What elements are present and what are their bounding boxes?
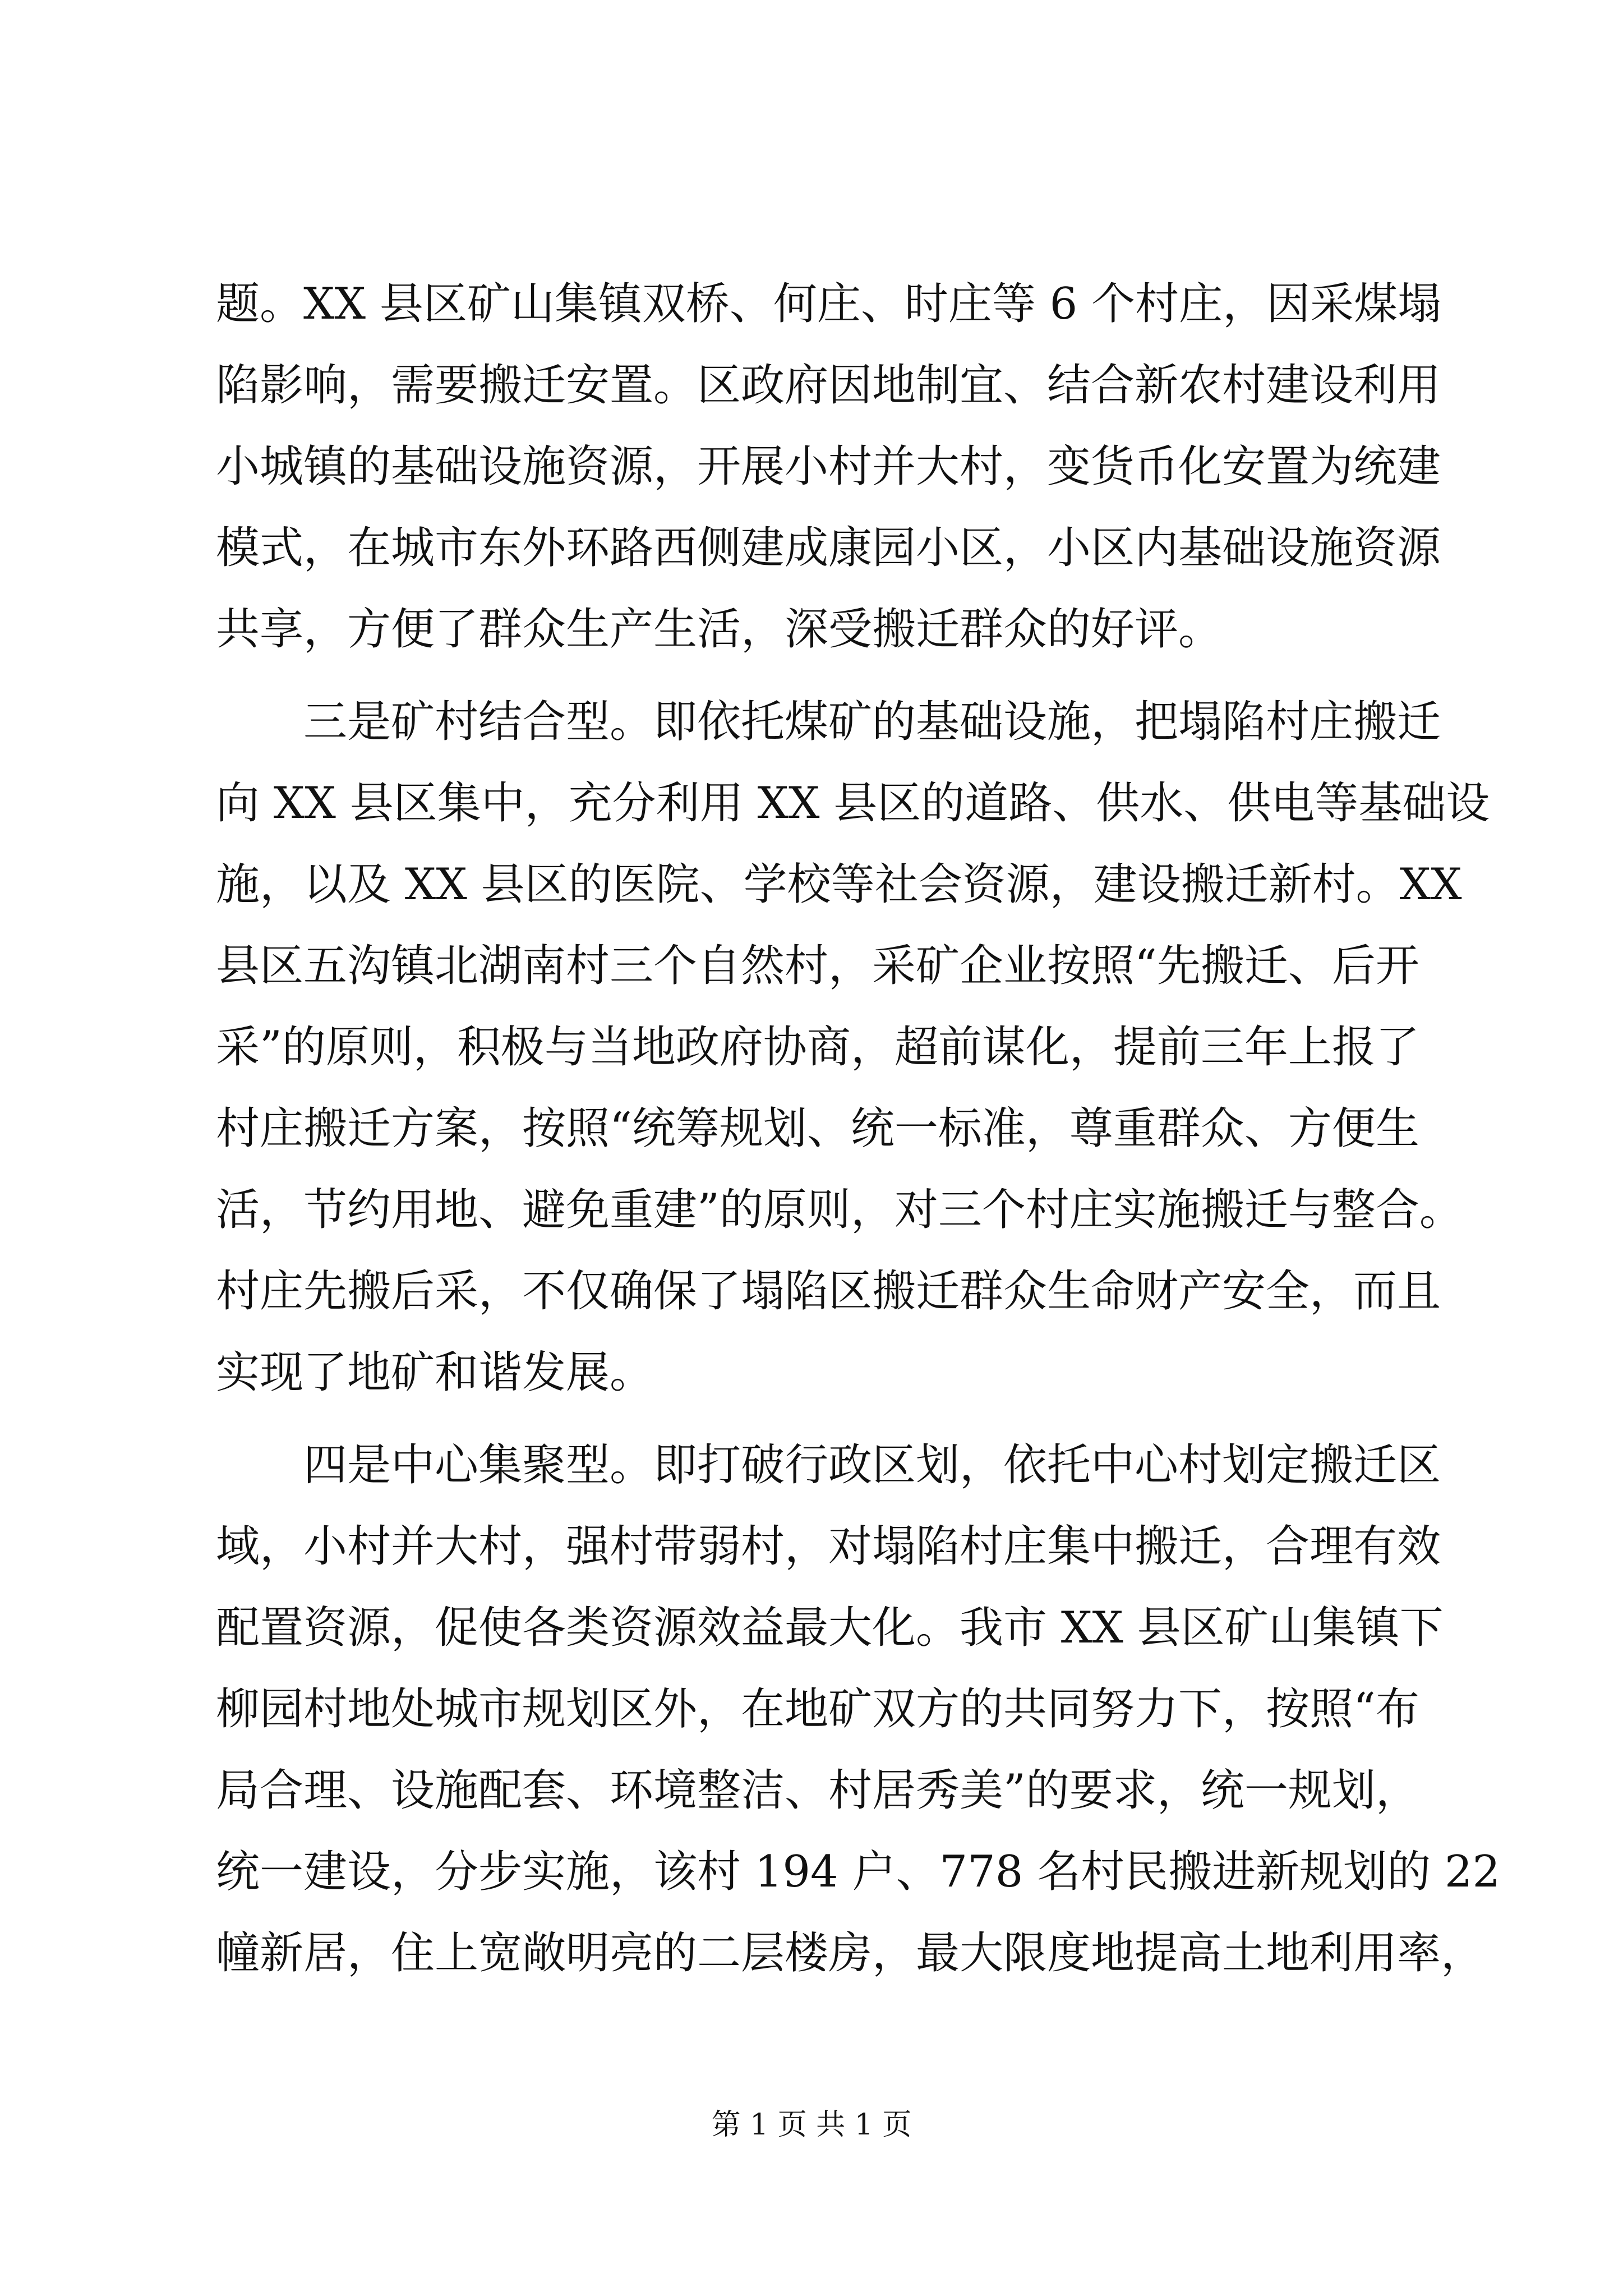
text-line: 四是中心集聚型。即打破行政区划，依托中心村划定搬迁区	[303, 1440, 1441, 1490]
text-line: 县区五沟镇北湖南村三个自然村，采矿企业按照“先搬迁、后开	[216, 941, 1419, 991]
text-line: 配置资源，促使各类资源效益最大化。我市 XX 县区矿山集镇下	[216, 1603, 1444, 1653]
text-line: 域，小村并大村，强村带弱村，对塌陷村庄集中搬迁，合理有效	[216, 1521, 1441, 1572]
text-line: 向 XX 县区集中，充分利用 XX 县区的道路、供水、供电等基础设	[216, 778, 1490, 829]
text-line: 统一建设，分步实施，该村 194 户、778 名村民搬进新规划的 22	[216, 1847, 1501, 1897]
text-line: 共享，方便了群众生产生活，深受搬迁群众的好评。	[216, 604, 1223, 655]
text-line: 村庄搬迁方案，按照“统筹规划、统一标准，尊重群众、方便生	[216, 1103, 1419, 1154]
text-line: 陷影响，需要搬迁安置。区政府因地制宜、结合新农村建设利用	[216, 360, 1441, 411]
document-body	[216, 264, 1501, 1994]
text-line: 小城镇的基础设施资源，开展小村并大村，变货币化安置为统建	[216, 441, 1441, 492]
paragraph	[216, 682, 1490, 1414]
text-line: 采”的原则，积极与当地政府协商，超前谋化，提前三年上报了	[216, 1022, 1419, 1073]
page-footer: 第 1 页 共 1 页	[711, 2108, 912, 2142]
text-line: 题。XX 县区矿山集镇双桥、何庄、时庄等 6 个村庄，因采煤塌	[216, 279, 1442, 329]
text-line: 施，以及 XX 县区的医院、学校等社会资源，建设搬迁新村。XX	[216, 859, 1462, 910]
paragraph-gap	[216, 1414, 1405, 1425]
paragraph-gap	[216, 670, 1405, 682]
text-line: 三是矿村结合型。即依托煤矿的基础设施，把塌陷村庄搬迁	[303, 697, 1441, 747]
text-line: 幢新居，住上宽敞明亮的二层楼房，最大限度地提高土地利用率，	[216, 1928, 1485, 1978]
text-line: 村庄先搬后采，不仅确保了塌陷区搬迁群众生命财产安全，而且	[216, 1266, 1441, 1317]
text-line: 柳园村地处城市规划区外，在地矿双方的共同努力下，按照“布	[216, 1684, 1419, 1734]
text-line: 模式，在城市东外环路西侧建成康园小区，小区内基础设施资源	[216, 523, 1441, 573]
text-line: 实现了地矿和谐发展。	[216, 1347, 654, 1398]
paragraph	[216, 264, 1442, 670]
text-line: 局合理、设施配套、环境整洁、村居秀美”的要求，统一规划，	[216, 1765, 1419, 1816]
text-line: 活，节约用地、避免重建”的原则，对三个村庄实施搬迁与整合。	[216, 1185, 1463, 1235]
paragraph	[216, 1425, 1501, 1994]
